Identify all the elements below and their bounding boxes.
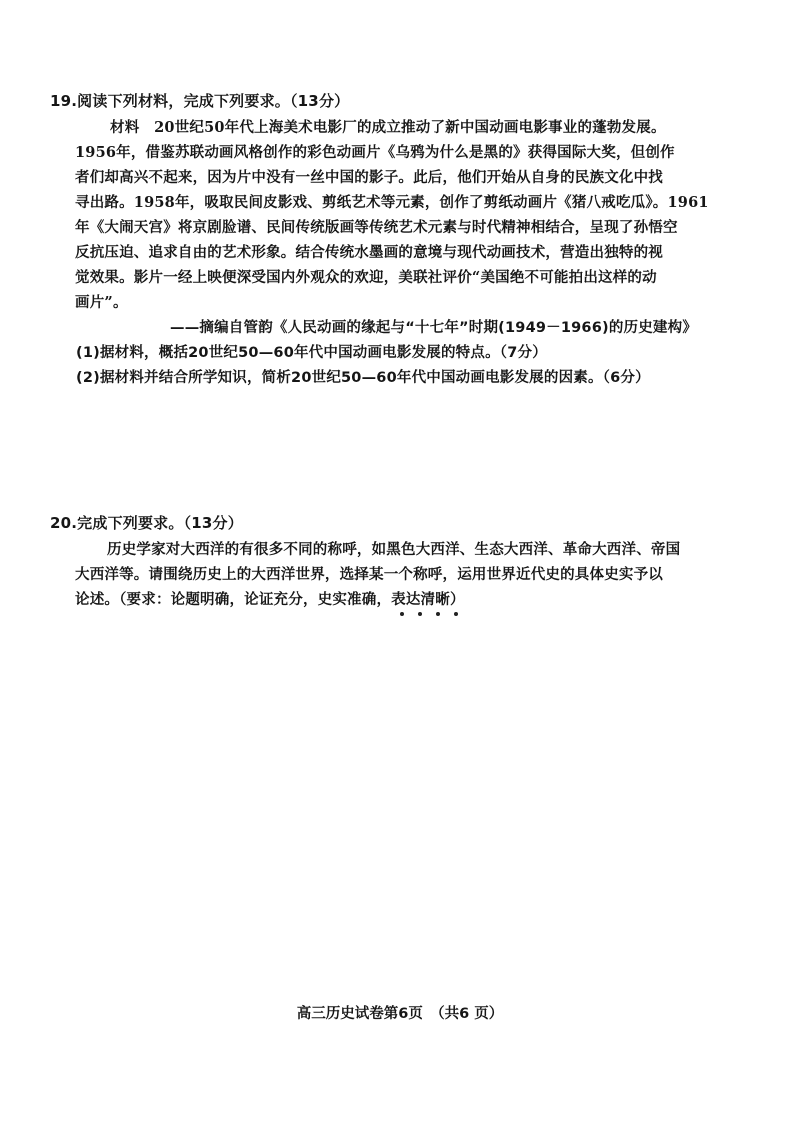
question-19-part-1: (1)据材料，概括20世纪50—60年代中国动画电影发展的特点。（7分） [76,345,547,361]
question-19-part-2: (2)据材料并结合所学知识，简析20世纪50—60年代中国动画电影发展的因素。（6分） [76,370,650,386]
emphasis-dot [400,612,404,616]
material-line-5: 年《大闹天宫》将京剧脸谱、民间传统版画等传统艺术元素与时代精神相结合，呈现了孙悟空 [75,219,678,236]
material-line-1: 材料 20世纪50年代上海美术电影厂的成立推动了新中国动画电影事业的蓬勃发展。 [110,119,666,136]
material-line-3: 者们却高兴不起来，因为片中没有一丝中国的影子。此后，他们开始从自身的民族文化中找 [75,169,663,186]
question-20-line-2: 大西洋等。请围绕历史上的大西洋世界，选择某一个称呼，运用世界近代史的具体史实予以 [75,567,663,583]
material-line-8: 画片”。 [75,294,128,311]
material-line-2: 1956年，借鉴苏联动画风格创作的彩色动画片《乌鸦为什么是黑的》获得国际大奖，但创作 [75,144,675,161]
question-20-title: 20.完成下列要求。（13分） [50,514,243,532]
material-source: ——摘编自管韵《人民动画的缘起与“十七年”时期(1949－1966)的历史建构》 [170,320,698,336]
question-20-line-3: 论述。（要求：论题明确，论证充分，史实准确，表达清晰） [75,592,465,608]
question-20-line-1: 历史学家对大西洋的有很多不同的称呼，如黑色大西洋、生态大西洋、革命大西洋、帝国 [107,542,681,558]
page-footer: 高三历史试卷第6页 （共6 页） [296,1006,504,1022]
emphasis-dots [397,612,477,618]
emphasis-dot [418,612,422,616]
material-line-4: 寻出路。1958年，吸取民间皮影戏、剪纸艺术等元素，创作了剪纸动画片《猪八戒吃瓜》。1961 [75,194,709,211]
material-line-7: 觉效果。影片一经上映便深受国内外观众的欢迎，美联社评价“美国绝不可能拍出这样的动 [75,269,657,286]
question-19-title: 19.阅读下列材料，完成下列要求。（13分） [50,92,350,110]
emphasis-dot [454,612,458,616]
material-line-6: 反抗压迫、追求自由的艺术形象。结合传统水墨画的意境与现代动画技术，营造出独特的视 [75,244,663,261]
emphasis-dot [436,612,440,616]
